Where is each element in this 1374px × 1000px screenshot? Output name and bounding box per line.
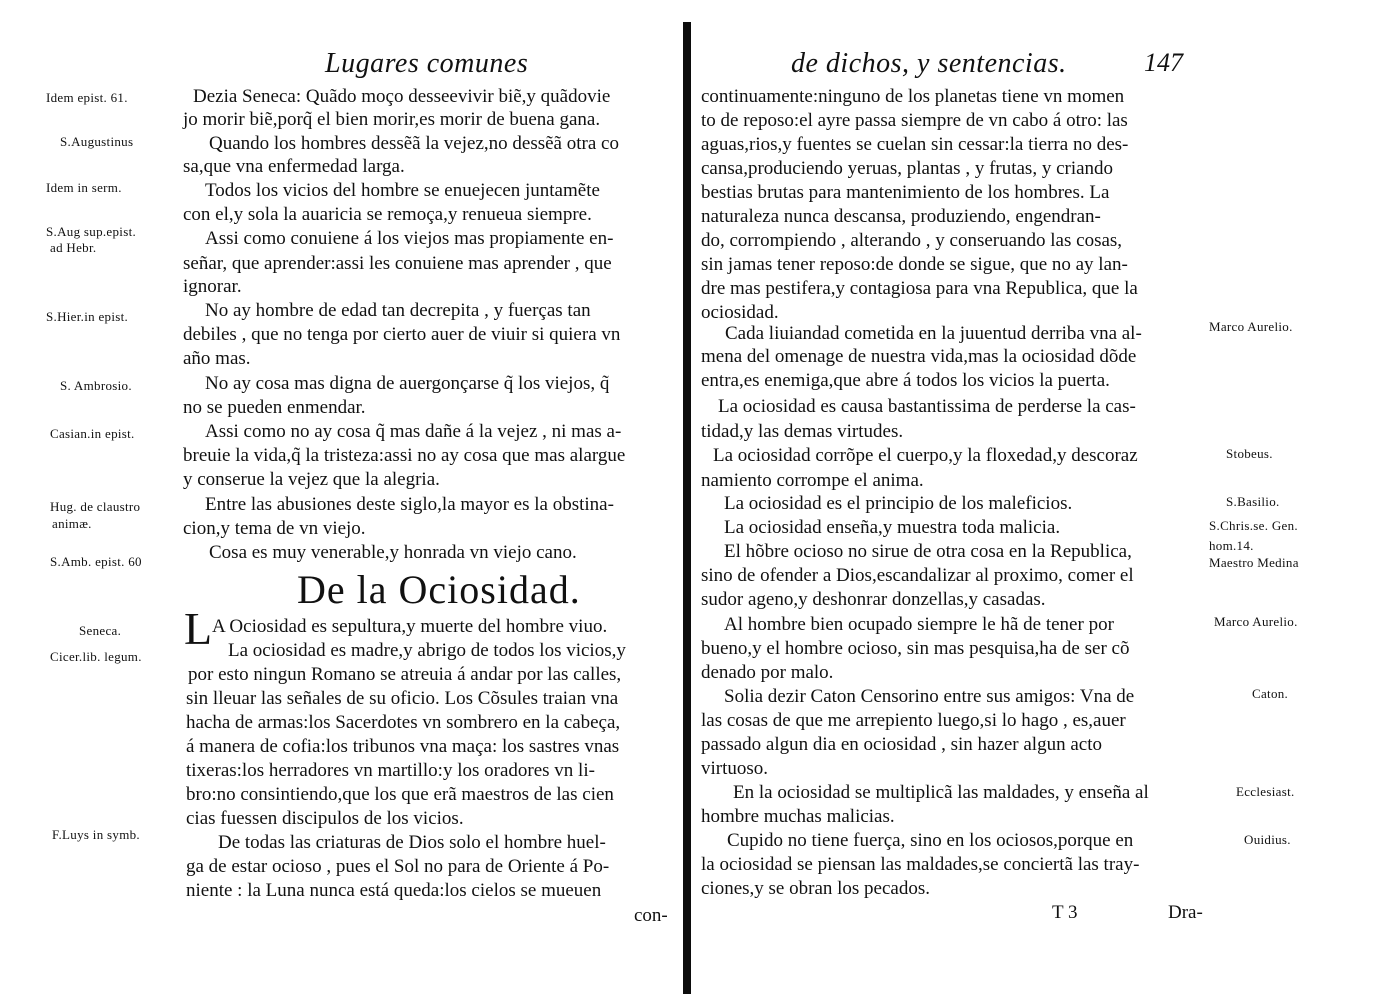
margin-note: S.Aug sup.epist. <box>46 224 137 239</box>
margin-note: S.Basilio. <box>1226 494 1280 509</box>
margin-note: animæ. <box>52 516 92 531</box>
text-line: do, corrompiendo , alterando , y conseruando las cosas, <box>701 230 1123 251</box>
margin-note: Hug. de claustro <box>50 499 141 514</box>
gutter-shadow <box>683 22 691 994</box>
text-line: sino de ofender a Dios,escandalizar al proximo, comer el <box>701 565 1134 586</box>
text-line: La ociosidad enseña,y muestra toda malicia. <box>724 517 1061 538</box>
text-line: sin jamas tener reposo:de donde se sigue, que no ay lan- <box>701 254 1128 275</box>
text-line: passado algun dia en ociosidad , sin hazer algun acto <box>701 734 1102 755</box>
text-line: virtuoso. <box>701 758 769 779</box>
text-line: En la ociosidad se multiplicã las maldades, y enseña al <box>733 782 1149 803</box>
text-line: Cosa es muy venerable,y honrada vn viejo cano. <box>209 542 577 563</box>
margin-note: hom.14. <box>1209 538 1254 553</box>
text-line: á manera de cofia:los tribunos vna maça: los sastres vnas <box>186 736 620 757</box>
margin-note: S.Amb. epist. 60 <box>50 554 142 569</box>
margin-note: Maestro Medina <box>1209 555 1299 570</box>
catchword-right: Dra- <box>1168 902 1203 923</box>
text-line: cias fuessen discipulos de los vicios. <box>186 808 464 829</box>
text-line: namiento corrompe el anima. <box>701 470 924 491</box>
margin-note: Marco Aurelio. <box>1209 319 1293 334</box>
text-line: niente : la Luna nunca está queda:los cielos se mueuen <box>186 880 602 901</box>
text-line: No ay hombre de edad tan decrepita , y fuerças tan <box>205 300 591 321</box>
text-line: tixeras:los herradores vn martillo:y los oradores vn li- <box>186 760 595 781</box>
text-line: Cada liuiandad cometida en la juuentud derriba vna al- <box>725 323 1142 344</box>
text-line: El hõbre ocioso no sirue de otra cosa en la Republica, <box>724 541 1132 562</box>
text-line: breuie la vida,q̃ la tristeza:assi no ay cosa que mas alargue <box>183 445 626 466</box>
text-line: Cupido no tiene fuerça, sino en los ociosos,porque en <box>727 830 1134 851</box>
text-line: cion,y tema de vn viejo. <box>183 518 366 539</box>
text-line: naturaleza nunca descansa, produziendo, engendran- <box>701 206 1101 227</box>
text-line: la ociosidad se piensan las maldades,se conciertã las tray- <box>701 854 1140 875</box>
text-line: La ociosidad es madre,y abrigo de todos los vicios,y <box>228 640 626 661</box>
text-line: tidad,y las demas virtudes. <box>701 421 904 442</box>
text-line: sa,que vna enfermedad larga. <box>183 156 405 177</box>
text-line: con el,y sola la auaricia se remoça,y renueua siempre. <box>183 204 592 225</box>
text-line: ignorar. <box>183 276 242 297</box>
text-line: bro:no consintiendo,que los que erã maestros de las cien <box>186 784 614 805</box>
text-line: La ociosidad corrõpe el cuerpo,y la floxedad,y descoraz <box>713 445 1138 466</box>
text-line: Solia dezir Caton Censorino entre sus amigos: Vna de <box>724 686 1135 707</box>
signature-mark: T 3 <box>1052 902 1078 923</box>
margin-note: F.Luys in symb. <box>52 827 140 842</box>
text-line: Quando los hombres dessẽã la vejez,no dessẽã otra co <box>209 133 619 154</box>
margin-note: Ecclesiast. <box>1236 784 1295 799</box>
text-line: bueno,y el hombre ocioso, sin mas pesquisa,ha de ser cõ <box>701 638 1130 659</box>
text-line: to de reposo:el ayre passa siempre de vn cabo á otro: las <box>701 110 1128 131</box>
text-line: denado por malo. <box>701 662 834 683</box>
running-head-right: de dichos, y sentencias. <box>791 48 1067 79</box>
catchword-left: con- <box>634 905 668 926</box>
text-line: hacha de armas:los Sacerdotes vn sombrero en la cabeça, <box>186 712 621 733</box>
text-line: continuamente:ninguno de los planetas tiene vn momen <box>701 86 1125 107</box>
text-line: hombre muchas malicias. <box>701 806 895 827</box>
text-line: Assi como conuiene á los viejos mas propiamente en- <box>205 228 614 249</box>
margin-note: Idem epist. 61. <box>46 90 128 105</box>
text-line: dre mas pestifera,y contagiosa para vna Republica, que la <box>701 278 1138 299</box>
margin-note: Idem in serm. <box>46 180 122 195</box>
text-line: De todas las criaturas de Dios solo el hombre huel- <box>218 832 606 853</box>
margin-note: Stobeus. <box>1226 446 1273 461</box>
margin-note: S.Hier.in epist. <box>46 309 129 324</box>
section-title: De la Ociosidad. <box>297 567 581 612</box>
text-line: año mas. <box>183 348 251 369</box>
margin-note: Caton. <box>1252 686 1289 701</box>
text-line: cansa,produciendo yeruas, plantas , y frutas, y criando <box>701 158 1114 179</box>
margin-note: ad Hebr. <box>50 240 97 255</box>
text-line: sin lleuar las señales de su oficio. Los Cõsules traian vna <box>186 688 619 709</box>
text-line: bestias brutas para mantenimiento de los hombres. La <box>701 182 1110 203</box>
text-line: jo morir biẽ,porq̃ el bien morir,es morir de buena gana. <box>183 109 601 130</box>
text-line: mena del omenage de nuestra vida,mas la ociosidad dõde <box>701 346 1137 367</box>
text-line: La ociosidad es el principio de los maleficios. <box>724 493 1073 514</box>
text-line: por esto ningun Romano se atreuia á andar por las calles, <box>188 664 622 685</box>
text-line: señar, que aprender:assi les conuiene mas aprender , que <box>183 253 612 274</box>
margin-note: Seneca. <box>79 623 122 638</box>
margin-note: Marco Aurelio. <box>1214 614 1298 629</box>
text-line: sudor ageno,y deshonrar donzellas,y casadas. <box>701 589 1046 610</box>
text-line: A Ociosidad es sepultura,y muerte del hombre viuo. <box>212 616 608 637</box>
text-line: Todos los vicios del hombre se enuejecen juntamẽte <box>205 180 600 201</box>
text-line: Entre las abusiones deste siglo,la mayor es la obstina- <box>205 494 614 515</box>
text-line: no se pueden enmendar. <box>183 397 366 418</box>
margin-note: Ouidius. <box>1244 832 1291 847</box>
text-line: entra,es enemiga,que abre á todos los vicios la puerta. <box>701 370 1110 391</box>
text-line: aguas,rios,y fuentes se cuelan sin cessar:la tierra no des- <box>701 134 1129 155</box>
margin-note: S.Augustinus <box>60 134 134 149</box>
text-line: Assi como no ay cosa q̃ mas dañe á la vejez , ni mas a- <box>205 421 622 442</box>
text-line: ociosidad. <box>701 302 779 323</box>
text-line: No ay cosa mas digna de auergonçarse q̃ los viejos, q̃ <box>205 373 610 394</box>
text-line: debiles , que no tenga por cierto auer de viuir si quiera vn <box>183 324 621 345</box>
text-line: ciones,y se obran los pecados. <box>701 878 930 899</box>
drop-cap: L <box>184 603 213 654</box>
text-line: ga de estar ocioso , pues el Sol no para de Oriente á Po- <box>186 856 610 877</box>
text-line: Dezia Seneca: Quãdo moço desseevivir biẽ,y quãdovie <box>193 86 611 107</box>
text-line: La ociosidad es causa bastantissima de perderse la cas- <box>718 396 1136 417</box>
margin-note: S.Chris.se. Gen. <box>1209 518 1298 533</box>
text-line: las cosas de que me arrepiento luego,si lo hago , es,auer <box>701 710 1126 731</box>
text-line: Al hombre bien ocupado siempre le hã de tener por <box>724 614 1114 635</box>
margin-note: S. Ambrosio. <box>60 378 132 393</box>
margin-note: Casian.in epist. <box>50 426 135 441</box>
margin-note: Cicer.lib. legum. <box>50 649 142 664</box>
text-line: y conserue la vejez que la alegria. <box>183 469 440 490</box>
running-head-left: Lugares comunes <box>325 48 529 79</box>
page-number: 147 <box>1144 48 1183 77</box>
